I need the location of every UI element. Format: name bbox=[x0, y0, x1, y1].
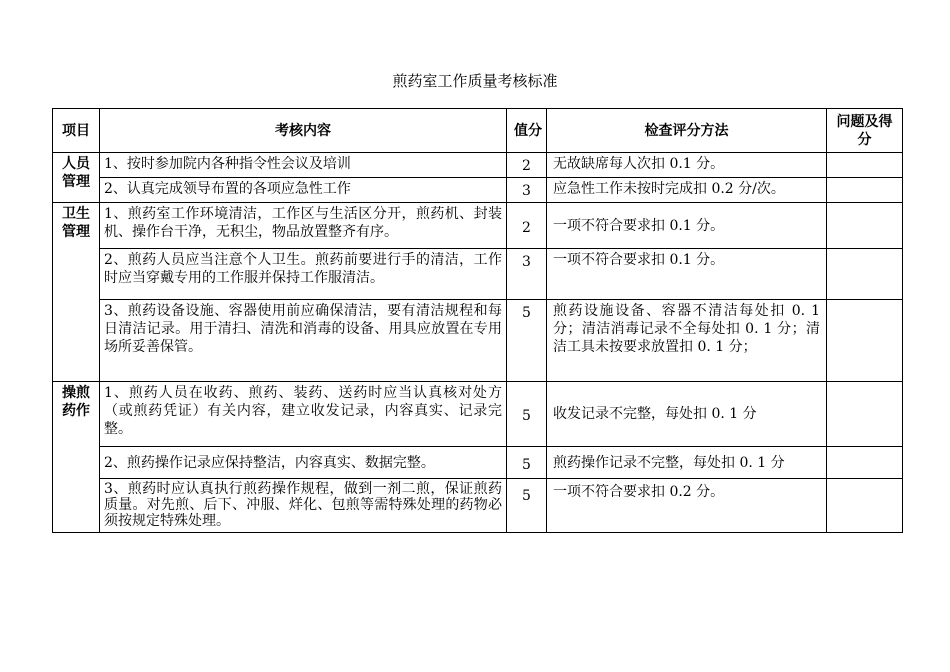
problem-cell bbox=[827, 447, 903, 479]
table-row bbox=[53, 153, 903, 178]
table-row bbox=[53, 203, 903, 249]
method-cell: 煎药设施设备、容器不清洁每处扣 0. 1 分；清洁消毒记录不全每处扣 0. 1 分；清洁工具未按要求放置扣 0. 1 分； bbox=[547, 300, 827, 382]
method-cell: 一项不符合要求扣 0.2 分。 bbox=[547, 479, 827, 533]
header-problem bbox=[827, 109, 903, 153]
score-cell: 5 bbox=[507, 382, 547, 447]
method-cell: 一项不符合要求扣 0.1 分。 bbox=[547, 203, 827, 249]
content-cell: 2、煎药操作记录应保持整洁，内容真实、数据完整。 bbox=[100, 447, 507, 479]
table-row bbox=[53, 300, 903, 382]
category-cell bbox=[53, 382, 100, 533]
problem-cell bbox=[827, 203, 903, 249]
content-cell: 3、煎药时应认真执行煎药操作规程，做到一剂二煎，保证煎药质量。对先煎、后下、冲服、烊化、包煎等需特殊处理的药物必须按规定特殊处理。 bbox=[100, 479, 507, 533]
category-label: 卫生管理 bbox=[62, 206, 90, 240]
header-item: 项目 bbox=[53, 109, 100, 153]
problem-cell bbox=[827, 178, 903, 203]
header-content: 考核内容 bbox=[100, 109, 507, 153]
header-row bbox=[53, 109, 903, 153]
category-label: 操煎药作 bbox=[62, 385, 90, 419]
content-cell: 1、煎药室工作环境清洁，工作区与生活区分开，煎药机、封装机、操作台干净，无积尘，物品放置整齐有序。 bbox=[100, 203, 507, 249]
score-cell: 2 bbox=[507, 203, 547, 249]
method-cell: 收发记录不完整，每处扣 0. 1 分 bbox=[547, 382, 827, 447]
header-score: 值分 bbox=[507, 109, 547, 153]
problem-cell bbox=[827, 300, 903, 382]
category-cell bbox=[53, 153, 100, 203]
table-row bbox=[53, 178, 903, 203]
score-cell: 2 bbox=[507, 153, 547, 178]
content-cell: 3、煎药设备设施、容器使用前应确保清洁，要有清洁规程和每日清洁记录。用于清扫、清洗和消毒的设备、用具应放置在专用场所妥善保管。 bbox=[100, 300, 507, 382]
method-cell: 无故缺席每人次扣 0.1 分。 bbox=[547, 153, 827, 178]
content-cell: 2、煎药人员应当注意个人卫生。煎药前要进行手的清洁，工作时应当穿戴专用的工作服并保持工作服清洁。 bbox=[100, 249, 507, 300]
assessment-table bbox=[52, 108, 903, 533]
score-cell: 3 bbox=[507, 178, 547, 203]
content-cell: 1、按时参加院内各种指令性会议及培训 bbox=[100, 153, 507, 178]
category-cell bbox=[53, 203, 100, 382]
table-row bbox=[53, 479, 903, 533]
score-cell: 5 bbox=[507, 300, 547, 382]
content-cell: 2、认真完成领导布置的各项应急性工作 bbox=[100, 178, 507, 203]
problem-cell bbox=[827, 249, 903, 300]
table-row bbox=[53, 382, 903, 447]
category-label: 人员管理 bbox=[62, 156, 90, 190]
problem-cell bbox=[827, 479, 903, 533]
method-cell: 煎药操作记录不完整，每处扣 0. 1 分 bbox=[547, 447, 827, 479]
score-cell: 3 bbox=[507, 249, 547, 300]
problem-cell bbox=[827, 382, 903, 447]
problem-cell bbox=[827, 153, 903, 178]
method-cell: 一项不符合要求扣 0.1 分。 bbox=[547, 249, 827, 300]
header-problem-text: 问题及得分 bbox=[836, 113, 893, 148]
method-cell: 应急性工作未按时完成扣 0.2 分/次。 bbox=[547, 178, 827, 203]
document-title: 煎药室工作质量考核标准 bbox=[392, 72, 558, 90]
score-cell: 5 bbox=[507, 447, 547, 479]
score-cell: 5 bbox=[507, 479, 547, 533]
table-row bbox=[53, 249, 903, 300]
header-method: 检查评分方法 bbox=[547, 109, 827, 153]
table-row bbox=[53, 447, 903, 479]
content-cell: 1、煎药人员在收药、煎药、装药、送药时应当认真核对处方（或煎药凭证）有关内容，建立收发记录，内容真实、记录完整。 bbox=[100, 382, 507, 447]
